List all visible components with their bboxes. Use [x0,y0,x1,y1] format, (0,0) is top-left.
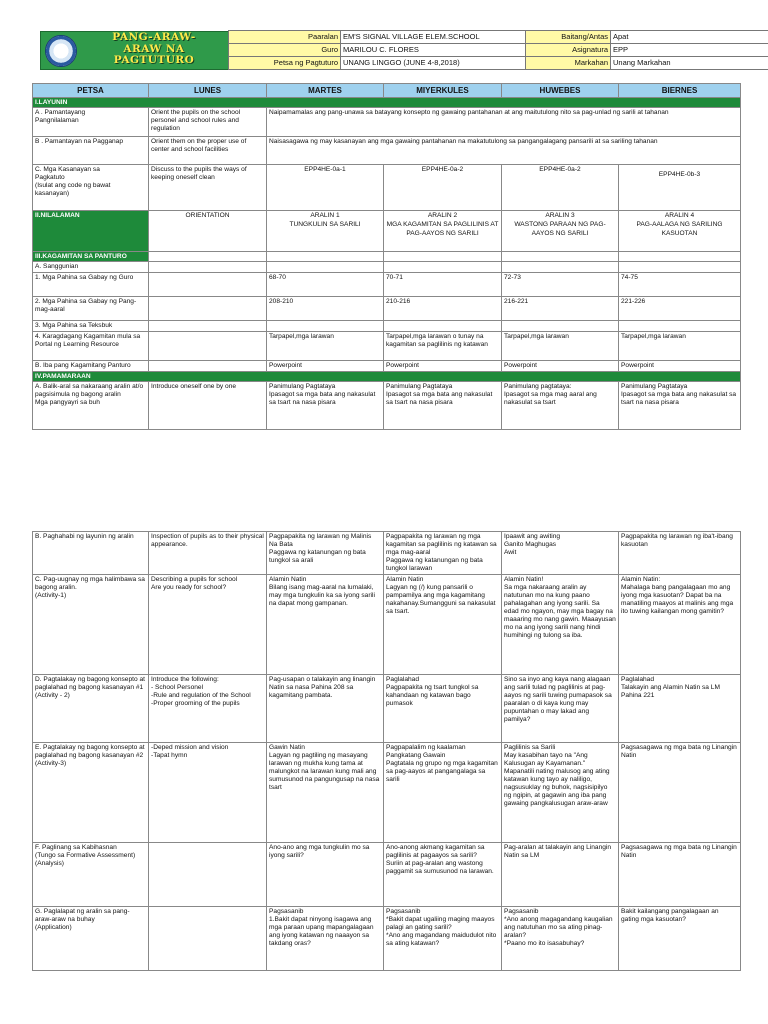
table-cell: Pag-usapan o talakayin ang linangin Natin sa nasa Pahina 208 sa kagamitang pambata. [267,675,384,743]
label-paaralan: Paaralan [229,31,341,44]
table-cell: Panimulang Pagtataya Ipasagot sa mga bata ang nakasulat sa tsart na nasa pisara [619,382,741,430]
row-sanggunian [33,262,741,273]
table-cell: 216-221 [502,297,619,321]
row-label: E. Pagtalakay ng bagong konsepto at paglalahad ng bagong kasanayan #2 (Activity-3) [33,743,149,843]
value-markahan: Unang Markahan [611,57,768,70]
table-cell: Pagsasagawa ng mga bata ng Linangin Natin [619,843,741,907]
row-pag-uugnay [33,575,741,675]
row-label: 2. Mga Pahina sa Gabay ng Pang-mag-aaral [33,297,149,321]
section-layunin [33,98,741,108]
col-petsa: PETSA [33,84,149,98]
logo-banner [40,31,230,70]
col-lunes: LUNES [149,84,267,98]
table-cell [149,907,267,971]
row-iba-pang-kagamitan [33,361,741,372]
table-cell [384,252,502,262]
table-cell [149,332,267,361]
table-cell: 70-71 [384,273,502,297]
table-cell [149,273,267,297]
section-title: I.LAYUNIN [33,98,741,108]
table-cell: Alamin Natin Bilang isang mag-aaral na lumalaki, may mga tungkulin ka sa iyong sarili na dapat mong gampanan. [267,575,384,675]
header-row-teacher [229,44,768,57]
section-title: III.KAGAMITAN SA PANTURO [33,252,149,262]
table-cell: Naipamamalas ang pang-unawa sa batayang konsepto ng gawaing pantahanan at ang maitutulong nito sa pag-unlad ng sarili at tahanan [267,108,741,137]
row-paghahabi [33,532,741,575]
table-cell: 72-73 [502,273,619,297]
table-cell: Powerpoint [619,361,741,372]
row-label: B. Paghahabi ng layunin ng aralin [33,532,149,575]
table-header-row [33,84,741,98]
table-cell: -Deped mission and vision -Tapat hymn [149,743,267,843]
table-cell: Pagpapalalim ng kaalaman Pangkatang Gawain Pagtatala ng grupo ng mga kagamitan sa pag-aayos at pangangalaga sa sarili [384,743,502,843]
table-cell: 208-210 [267,297,384,321]
row-kasanayan [33,165,741,211]
row-label: 4. Karagdagang Kagamitan mula sa Portal ng Learning Resource [33,332,149,361]
table-cell: Naisasagawa ng may kasanayan ang mga gawaing pantahanan na makatutulong sa pangangalagang pansarili at sa sariling tahanan [267,137,741,165]
row-label: 3. Mga Pahina sa Teksbuk [33,321,149,332]
table-cell: Powerpoint [267,361,384,372]
table-cell [619,252,741,262]
table-cell: Tarpapel,mga larawan [502,332,619,361]
table-cell: Paglalahad Talakayin ang Alamin Natin sa LM Pahina 221 [619,675,741,743]
table-cell: ARALIN 2 MGA KAGAMITAN SA PAGLILINIS AT PAG-AAYOS NG SARILI [384,211,502,252]
logo-line-2: ARAW NA [123,42,185,55]
table-cell [149,361,267,372]
table-cell: Ipaawit ang awiting Ganito Maghugas Awit [502,532,619,575]
value-paaralan: EM'S SIGNAL VILLAGE ELEM.SCHOOL [341,31,526,44]
col-martes: MARTES [267,84,384,98]
table-cell [502,252,619,262]
table-cell: Panimulang pagtataya: Ipasagot sa mga mag aaral ang nakasulat sa tsart [502,382,619,430]
table-cell: Introduce the following: - School Personel -Rule and regulation of the School -Proper grooming of the pupils [149,675,267,743]
table-cell: Tarpapel,mga larawan [619,332,741,361]
table-cell: Pagsasanib *Ano anong magagandang kaugalian ang natutuhan mo sa ating pinag-aralan? *Paano mo ito isasabuhay? [502,907,619,971]
row-pagtalakay-2 [33,743,741,843]
row-pamantayang-pangnilalaman [33,108,741,137]
label-petsa: Petsa ng Pagtuturo [229,57,341,70]
section-nilalaman [33,211,741,252]
row-label: D. Pagtalakay ng bagong konsepto at paglalahad ng bagong kasanayan #1 (Activity - 2) [33,675,149,743]
table-cell [619,262,741,273]
row-label: G. Paglalapat ng aralin sa pang-araw-araw na buhay (Application) [33,907,149,971]
header-row-school [229,31,768,44]
table-cell: Pagsasanib 1.Bakit dapat ninyong isagawa ang mga paraan upang mapangalagaan ang iyong katawan ng naaayon sa takdang oras? [267,907,384,971]
table-cell [149,297,267,321]
row-pagtalakay-1 [33,675,741,743]
value-asignatura: EPP [611,44,768,57]
table-cell: 210-216 [384,297,502,321]
value-petsa: UNANG LINGGO (JUNE 4-8,2018) [341,57,526,70]
table-cell: 68-70 [267,273,384,297]
row-teksbuk [33,321,741,332]
table-cell: Inspection of pupils as to their physical appearance. [149,532,267,575]
label-asignatura: Asignatura [526,44,611,57]
col-biernes: BIERNES [619,84,741,98]
table-cell: ORIENTATION [149,211,267,252]
col-miyerkules: MIYERKULES [384,84,502,98]
lesson-plan-table-2 [32,531,741,971]
value-baitang: Apat [611,31,768,44]
row-label: F. Paglinang sa Kabihasnan (Tungo sa Formative Assessment) (Analysis) [33,843,149,907]
label-guro: Guro [229,44,341,57]
section-kagamitan [33,252,741,262]
table-cell: Tarpapel,mga larawan [267,332,384,361]
table-cell: Sino sa inyo ang kaya nang alagaan ang sarili tulad ng paglilinis at pag-aayos ng sarili tuwing pumapasok sa paaralan o di kaya kung may pupuntahan o may lakad ang pamilya? [502,675,619,743]
table-cell: Ano-ano ang mga tungkulin mo sa iyong sarili? [267,843,384,907]
table-cell: Introduce oneself one by one [149,382,267,430]
header [32,30,740,70]
deped-seal-icon [45,35,77,67]
table-cell: Pagpapakita ng larawan ng Malinis Na Bata Paggawa ng katanungan ng bata tungkol sa arali [267,532,384,575]
table-cell: 74-75 [619,273,741,297]
section-title: II.NILALAMAN [33,211,149,252]
table-cell [149,252,267,262]
table-cell: Orient them on the proper use of center and school facilities [149,137,267,165]
table-cell: Pagsasagawa ng mga bata ng Linangin Natin [619,743,741,843]
lesson-plan-table-1 [32,83,741,430]
label-markahan: Markahan [526,57,611,70]
table-cell: EPP4HE-0a-1 [267,165,384,211]
table-cell: Pagpapakita ng larawan ng mga kagamitan sa paglilinis ng katawan sa mga mag-aaral Paggawa ng katanungan ng bata tungkol larawan [384,532,502,575]
table-cell [267,252,384,262]
table-cell [149,321,267,332]
table-cell: Panimulang Pagtataya Ipasagot sa mga bata ang nakasulat sa tsart na nasa pisara [267,382,384,430]
table-cell: Paglalahad Pagpapakita ng tsart tungkol sa kahandaan ng katawan bago pumasok [384,675,502,743]
table-cell: Ano-anong akmang kagamitan sa paglilinis at pagaayos sa sarili? Suriin at pag-aralan ang wastong paggamit sa sumusunod na larawan. [384,843,502,907]
table-cell: EPP4HE-0b-3 [619,165,741,211]
logo-title [81,32,227,67]
col-huwebes: HUWEBES [502,84,619,98]
row-paglalapat [33,907,741,971]
table-cell [267,262,384,273]
row-balik-aral [33,382,741,430]
row-gabay-guro [33,273,741,297]
header-info-table [228,30,768,70]
table-cell [502,262,619,273]
table-cell [384,262,502,273]
row-label: A . Pamantayang Pangnilalaman [33,108,149,137]
row-label: B. Iba pang Kagamitang Panturo [33,361,149,372]
row-karagdagang-kagamitan [33,332,741,361]
label-baitang: Baitang/Antas [526,31,611,44]
table-cell: Orient the pupils on the school personel and school rules and regulation [149,108,267,137]
row-label: 1. Mga Pahina sa Gabay ng Guro [33,273,149,297]
value-guro: MARILOU C. FLORES [341,44,526,57]
row-label: B . Pamantayan na Pagganap [33,137,149,165]
table-cell [619,321,741,332]
section-pamamaraan [33,372,741,382]
table-cell [267,321,384,332]
row-pamantayan-pagganap [33,137,741,165]
logo-line-3: PAGTUTURO [113,54,195,66]
table-cell: Powerpoint [502,361,619,372]
table-cell: ARALIN 4 PAG-AALAGA NG SARILING KASUOTAN [619,211,741,252]
table-cell: Paglilinis sa Sarili May kasabihan tayo na "Ang Kalusugan ay Kayamanan." Mapanatili nating malusog ang ating katawan kung tayo ay naliligo, nagsusuklay ng buhok, nagsisipilyo ng ngipin, at gagawin ang iba pang gawaing pangkalusugan araw-araw [502,743,619,843]
row-label: C. Mga Kasanayan sa Pagkatuto (Isulat ang code ng bawat kasanayan) [33,165,149,211]
table-cell: Alamin Natin: Mahalaga bang pangalagaan mo ang iyong mga kasuotan? Dapat ba na manatiling maayos at malinis ang mga ito tuwing kailangan mong gamitin? [619,575,741,675]
table-cell: Pag-aralan at talakayin ang Linangin Natin sa LM [502,843,619,907]
table-cell: Powerpoint [384,361,502,372]
table-cell: Bakit kailangang pangalagaan an gating mga kasuotan? [619,907,741,971]
header-row-date [229,57,768,70]
table-cell: 221-226 [619,297,741,321]
table-cell [149,843,267,907]
table-cell: EPP4HE-0a-2 [384,165,502,211]
table-cell: EPP4HE-0a-2 [502,165,619,211]
table-cell: Alamin Natin! Sa mga nakaraang aralin ay natutunan mo na kung paano pahalagahan ang iyong sarili. Sa edad mo ngayon, may mga bagay na maaaring mo nang gawin. Maaayusan mo na ang iyong sarili nang hindi humihingi ng tulong sa iba. [502,575,619,675]
row-gabay-mag-aaral [33,297,741,321]
row-label: C. Pag-uugnay ng mga halimbawa sa bagong aralin. (Activity-1) [33,575,149,675]
table-cell: Gawin Natin Lagyan ng pagtiling ng masayang larawan ng mukha kung tama at malungkot na larawan kung mali ang sumusunod na pangungusap na nasa tsart [267,743,384,843]
table-cell: Alamin Natin Lagyan ng (/) kung pansarili o pampamilya ang mga kagamitang nakahanay.Sumangguni sa nakasulat sa tsart. [384,575,502,675]
row-label: A. Sanggunian [33,262,149,273]
table-cell: Pagsasanib *Bakit dapat ugaliing maging maayos palagi an gating sarili? *Ano ang magandang maidudulot nito sa ating katawan? [384,907,502,971]
table-cell: ARALIN 1 TUNGKULIN SA SARILI [267,211,384,252]
table-cell: Discuss to the pupils the ways of keeping oneself clean [149,165,267,211]
table-cell [149,262,267,273]
table-cell [384,321,502,332]
table-cell [502,321,619,332]
row-label: A. Balik-aral sa nakaraang aralin at/o pagsisimula ng bagong aralin Mga pangyayri sa buh [33,382,149,430]
table-cell: Describing a pupils for school Are you ready for school? [149,575,267,675]
table-cell: Panimulang Pagtataya Ipasagot sa mga bata ang nakasulat sa tsart na nasa pisara [384,382,502,430]
table-cell: ARALIN 3 WASTONG PARAAN NG PAG-AAYOS NG SARILI [502,211,619,252]
section-title: IV.PAMAMARAAN [33,372,741,382]
table-cell: Tarpapel,mga larawan o tunay na kagamitan sa paglilinis ng katawan [384,332,502,361]
table-cell: Pagpapakita ng larawan ng iba't-ibang kasuotan [619,532,741,575]
logo-line-1: PANG-ARAW- [112,31,196,43]
row-paglinang [33,843,741,907]
